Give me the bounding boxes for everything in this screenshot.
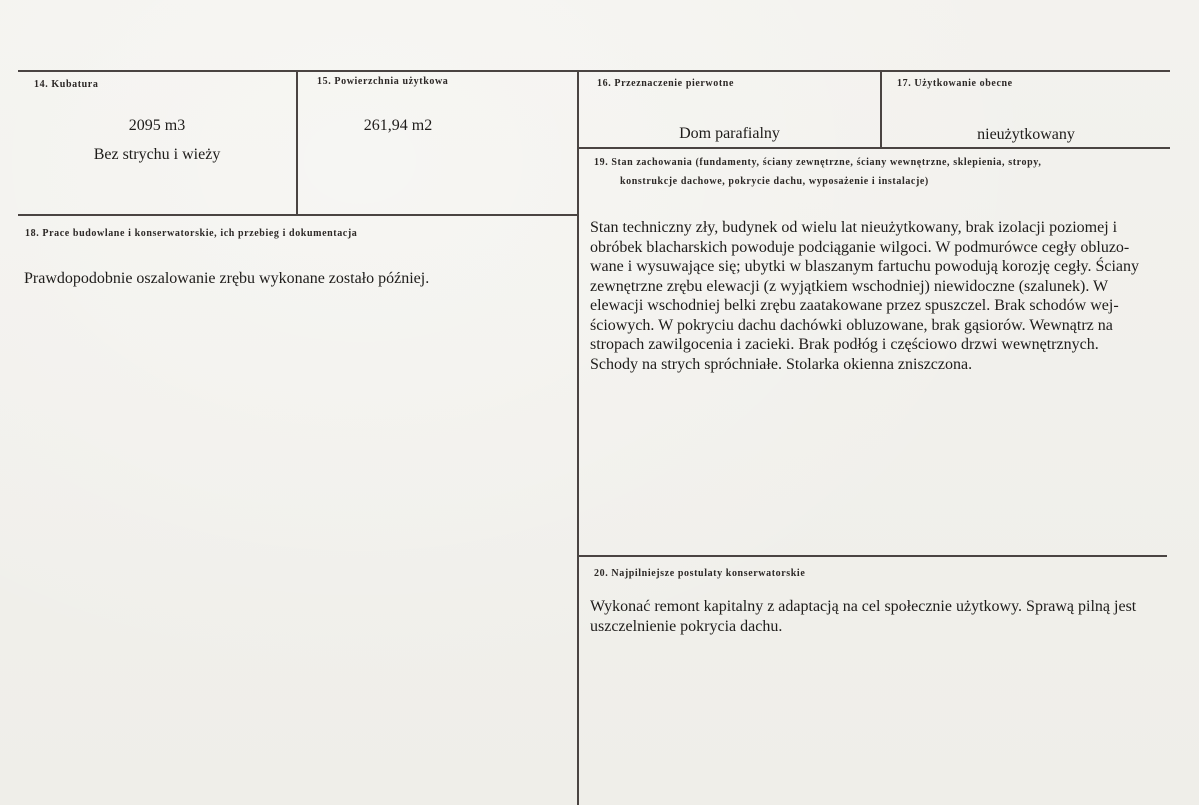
field-20-text (590, 597, 1172, 636)
field-19-line: ściowych. W pokryciu dachu dachówki obluzowane, brak gąsiorów. Wewnątrz na (590, 316, 1113, 334)
field-19-line: obróbek blacharskich powoduje podciąganie wilgoci. W podmurówce cegły obluzo- (590, 238, 1130, 256)
field-14-value-note: Bez strychu i wieży (93, 146, 221, 163)
field-19-line: wane i wysuwające się; ubytki w blaszanym fartuchu powodują korozję cegły. Ściany (590, 258, 1140, 275)
field-14-label: 14. Kubatura (34, 79, 99, 90)
divider-left-right (577, 70, 579, 805)
field-17-label: 17. Użytkowanie obecne (897, 78, 1013, 89)
field-16-label: 16. Przeznaczenie pierwotne (597, 78, 734, 89)
field-15-label: 15. Powierzchnia użytkowa (317, 76, 449, 87)
field-14-value-volume: 2095 m3 (128, 117, 186, 134)
rule-above-20 (577, 555, 1167, 557)
field-19-line: Schody na strych spróchniałe. Stolarka okienna zniszczona. (590, 355, 973, 373)
field-16-value: Dom parafialny (679, 125, 780, 142)
field-20-label: 20. Najpilniejsze postulaty konserwatorskie (594, 568, 806, 579)
field-19-label-line-2: konstrukcje dachowe, pokrycie dachu, wyposażenie i instalacje) (620, 176, 929, 187)
field-19-label-line-1: 19. Stan zachowania (fundamenty, ściany zewnętrzne, ściany wewnętrzne, sklepienia, stropy, (594, 157, 1042, 168)
field-19-line: stropach zawilgocenia i zacieki. Brak podłóg i częściowo drzwi wewnętrznych. (590, 336, 1099, 353)
field-17-value: nieużytkowany (977, 126, 1075, 143)
field-15-value: 261,94 m2 (363, 117, 433, 134)
top-rule (18, 70, 1170, 72)
field-18-label: 18. Prace budowlane i konserwatorskie, ich przebieg i dokumentacja (25, 228, 358, 239)
divider-14-15 (296, 70, 298, 216)
field-18-value: Prawdopodobnie oszalowanie zrębu wykonane zostało później. (24, 270, 430, 287)
field-20-line: uszczelnienie pokrycia dachu. (590, 617, 783, 635)
field-19-line: elewacji wschodniej belki zrębu zaatakowane przez spuszczel. Brak schodów wej- (590, 297, 1119, 314)
rule-under-14-15 (18, 214, 578, 216)
field-19-text (590, 218, 1172, 374)
field-19-line: Stan techniczny zły, budynek od wielu lat nieużytkowany, brak izolacji poziomej i (590, 219, 1118, 236)
rule-under-16-17 (577, 147, 1170, 149)
field-20-line: Wykonać remont kapitalny z adaptacją na cel społecznie użytkowy. Sprawą pilną jest (590, 598, 1137, 615)
field-19-line: zewnętrzne zrębu elewacji (z wyjątkiem wschodniej) niewidoczne (szalunek). W (590, 277, 1109, 295)
